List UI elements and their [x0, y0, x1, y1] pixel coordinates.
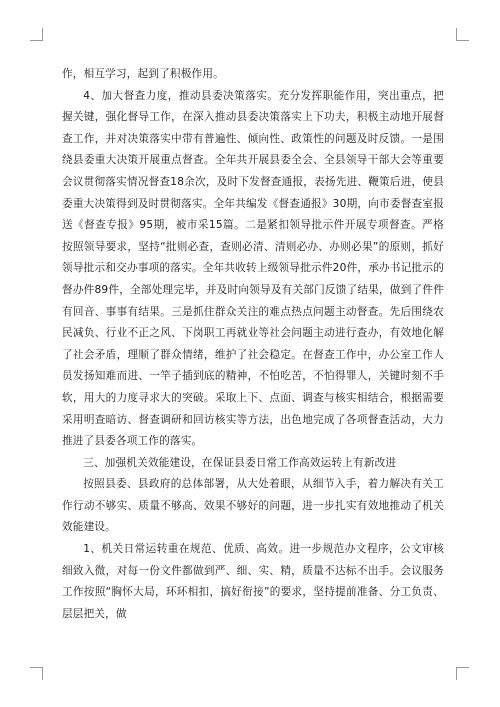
paragraph-continuation: 作，相互学习，起到了积极作用。 [62, 68, 224, 80]
crop-mark-bottom-left [30, 667, 43, 680]
document-body [62, 64, 444, 625]
crop-mark-top-left [30, 28, 43, 41]
paragraph-daily-operation: 1、机关日常运转重在规范、优质、高效。进一步规范办文程序，公文审核细致入微，对每一份文件都做到严、细、实、精，质量不达标不出手。会议服务工作按照“胸怀大局，环环相扣，搞好衔接”的要求，坚持提前准备、分工负责、层层把关，做 [62, 543, 444, 620]
paragraph-supervision: 4、加大督查力度，推动县委决策落实。充分发挥职能作用，突出重点，把握关键，强化督导工作，在深入推动县委决策落实上下功夫，积极主动地开展督查工作，并对决策落实中带有普遍性、倾向性、政策性的问题及时反馈。一是围绕县委重大决策开展重点督查。全年共开展县委全会、全县领导干部大会等重要会议贯彻落实情况督查18余次，及时下发督查通报，表扬先进、鞭策后进，使县委重大决策得到及时贯彻落实。全年共编发《督查通报》30期，向市委督查室报送《督查专报》95期，被市采15篇。二是紧扣领导批示件开展专项督查。严格按照领导要求，坚持“批则必查，查则必清、清则必办、办则必果”的原则，抓好领导批示和交办事项的落实。全年共收转上级领导批示件20件，承办书记批示的督办件89件，全部处理完毕，并及时向领导及有关部门反馈了结果，做到了件件有回音、事事有结果。三是抓住群众关注的难点热点问题主动督查。先后围绕农民减负、行业不正之风、下岗职工再就业等社会问题主动进行查办，有效地化解了社会矛盾，理顺了群众情绪，维护了社会稳定。在督查工作中，办公室工作人员发扬知难而进、一竿子插到底的精神，不怕吃苦，不怕得罪人，关键时刻不手软，用大的力度寻求大的突破。采取上下、点面、调查与核实相结合，根据需要采用明查暗访、督查调研和回访核实等方法，出色地完成了各项督查活动，大力推进了县委各项工作的落实。 [62, 89, 444, 448]
crop-mark-top-right [456, 28, 469, 41]
paragraph-efficiency-intro: 按照县委、县政府的总体部署，从大处着眼，从细节入手，着力解决有关工作行动不够实、质量不够高、效果不够好的问题，进一步扎实有效地推动了机关效能建设。 [62, 478, 444, 534]
section-heading: 三、加强机关效能建设，在保证县委日常工作高效运转上有新改进 [83, 456, 397, 469]
crop-mark-bottom-right [456, 667, 469, 680]
